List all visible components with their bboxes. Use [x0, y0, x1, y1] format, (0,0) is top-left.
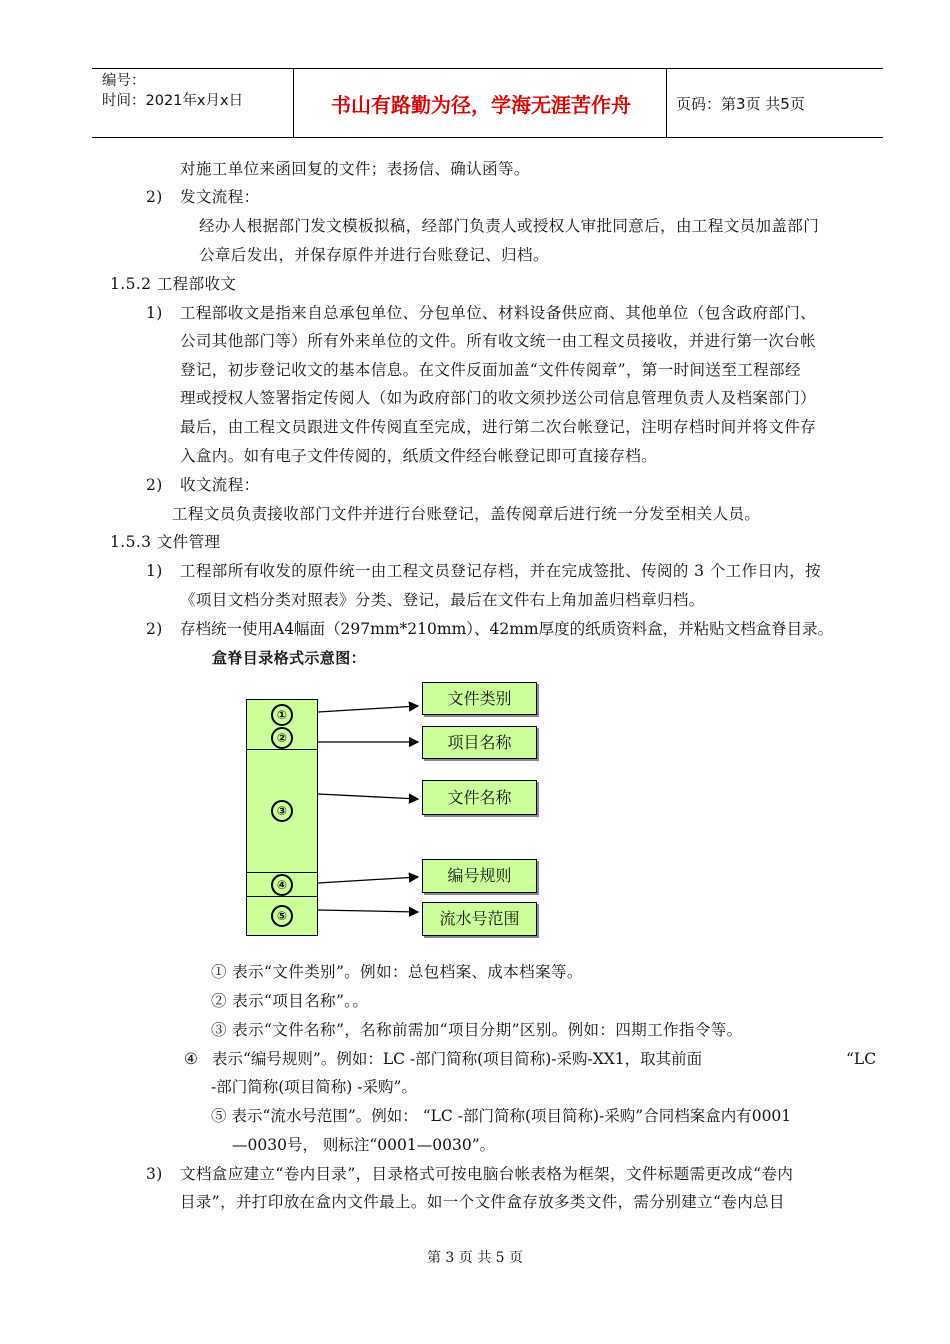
- circle-number-4: ④: [271, 874, 293, 896]
- note-item: ② 表示“项目名称”。。: [211, 992, 369, 1010]
- label-file-name: 文件名称: [422, 780, 537, 815]
- note-item-continued: -部门简称(项目简称) -采购”。: [211, 1078, 417, 1096]
- list-number: 1): [146, 304, 163, 322]
- circle-number-5: ⑤: [271, 905, 293, 927]
- note-item: ③ 表示“文件名称”，名称前需加“项目分期”区别。例如：四期工作指令等。: [211, 1021, 743, 1039]
- header-motto: 书山有路勤为径，学海无涯苦作舟: [331, 93, 631, 117]
- paragraph-line: 目录”，并打印放在盒内文件最上。如一个文件盒存放多类文件，需分别建立“卷内总目: [180, 1193, 785, 1211]
- paragraph-line: 工程部所有收发的原件统一由工程文员登记存档，并在完成签批、传阅的 3 个工作日内，按: [180, 562, 822, 580]
- list-number: 3): [146, 1165, 163, 1183]
- list-number: 2): [146, 476, 163, 494]
- section-heading-1-5-3: 1.5.3 文件管理: [110, 533, 221, 551]
- list-item-heading: 发文流程：: [180, 188, 260, 206]
- note-item-marker: ④: [184, 1050, 199, 1068]
- paragraph-line: 文档盒应建立“卷内目录”，目录格式可按电脑台帐表格为框架，文件标题需更改成“卷内: [180, 1165, 794, 1183]
- paragraph-line: 经办人根据部门发文模板拟稿，经部门负责人或授权人审批同意后，由工程文员加盖部门: [199, 217, 820, 235]
- list-item-heading: 收文流程：: [180, 476, 260, 494]
- paragraph-line: 《项目文档分类对照表》分类、登记，最后在文件右上角加盖归档章归档。: [180, 591, 705, 609]
- paragraph-line: 登记，初步登记收文的基本信息。在文件反面加盖“文件传阅章”，第一时间送至工程部经: [180, 361, 801, 379]
- paragraph-line: 公章后发出，并保存原件并进行台账登记、归档。: [199, 246, 549, 264]
- paragraph-line: 存档统一使用A4幅面（297mm*210mm）、42mm厚度的纸质资料盒，并粘贴文档盒脊目录。: [180, 620, 834, 638]
- paragraph-line: 公司其他部门等）所有外来单位的文件。所有收文统一由工程文员接收，并进行第一次台帐: [180, 332, 817, 350]
- document-time: 时间：2021年x月x日: [102, 93, 244, 109]
- header-page-number: 页码：第3页 共5页: [676, 95, 805, 113]
- paragraph-line: 最后，由工程文员跟进文件传阅直至完成，进行第二次台帐登记，注明存档时间并将文件存: [180, 418, 817, 436]
- paragraph-line: 工程部收文是指来自总承包单位、分包单位、材料设备供应商、其他单位（包含政府部门、: [180, 304, 817, 322]
- diagram-title: 盒脊目录格式示意图：: [212, 649, 367, 667]
- label-serial-range: 流水号范围: [422, 902, 537, 936]
- label-file-category: 文件类别: [422, 682, 537, 715]
- list-number: 2): [146, 188, 163, 206]
- note-item: ① 表示“文件类别”。例如：总包档案、成本档案等。: [211, 963, 583, 981]
- label-numbering-rule: 编号规则: [422, 859, 537, 893]
- document-number-label: 编号：: [102, 73, 146, 89]
- page-footer: 第 3 页 共 5 页: [426, 1250, 524, 1266]
- paragraph-line: 工程文员负责接收部门文件并进行台账登记，盖传阅章后进行统一分发至相关人员。: [172, 505, 761, 523]
- note-item: “LC: [846, 1050, 877, 1068]
- note-item: 表示“编号规则”。例如：LC -部门简称(项目简称)-采购-XX1，取其前面: [212, 1050, 703, 1068]
- paragraph-line: 入盒内。如有电子文件传阅的，纸质文件经台帐登记即可直接存档。: [180, 447, 658, 465]
- paragraph-line: 对施工单位来函回复的文件；表扬信、确认函等。: [180, 160, 530, 178]
- circle-number-3: ③: [271, 800, 293, 822]
- circle-number-2: ②: [271, 727, 293, 749]
- circle-number-1: ①: [271, 704, 293, 726]
- note-item: ⑤ 表示“流水号范围”。例如： “LC -部门简称(项目简称)-采购”合同档案盒内有0001: [211, 1107, 792, 1125]
- list-number: 1): [146, 562, 163, 580]
- section-heading-1-5-2: 1.5.2 工程部收文: [110, 275, 237, 293]
- note-item-continued: —0030号， 则标注“0001—0030”。: [232, 1136, 496, 1154]
- paragraph-line: 理或授权人签署指定传阅人（如为政府部门的收文须抄送公司信息管理负责人及档案部门）: [180, 389, 817, 407]
- list-number: 2): [146, 620, 163, 638]
- label-project-name: 项目名称: [422, 726, 537, 759]
